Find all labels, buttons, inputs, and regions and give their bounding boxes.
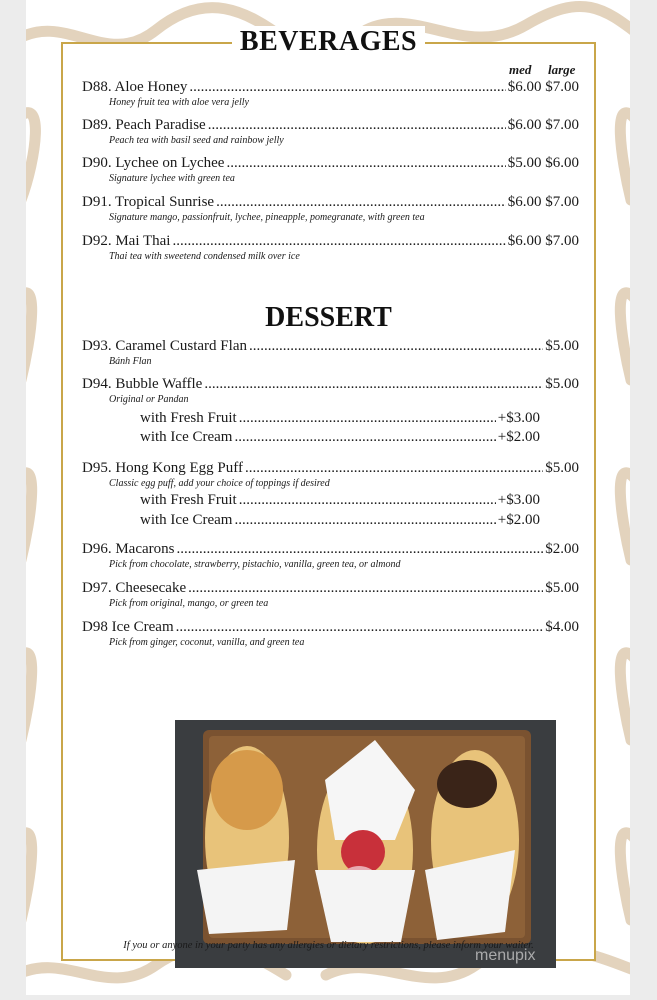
menu-item (82, 618, 579, 650)
menu-text: D93. Caramel Custard Flan (82, 338, 247, 354)
menu-text: +$2.00 (497, 429, 540, 445)
item-description: Honey fruit tea with aloe vera jelly (109, 97, 249, 108)
item-description: Signature lychee with green tea (109, 173, 235, 184)
menu-text: D88. Aloe Honey (82, 79, 188, 95)
menu-text: $4.00 (545, 619, 579, 635)
menu-text: $7.00 (545, 117, 579, 133)
addon-row (140, 409, 540, 427)
menu-text: $5.00 (545, 460, 579, 476)
menu-text: D92. Mai Thai (82, 233, 171, 249)
watermark: menupix (475, 947, 536, 964)
menu-text: with Fresh Fruit (140, 410, 237, 426)
menu-text: $6.00 (507, 117, 542, 133)
menu-text: $5.00 (507, 155, 542, 171)
menu-item (82, 193, 579, 225)
menu-text: $6.00 (507, 233, 542, 249)
menu-text: $5.00 (545, 580, 579, 596)
menu-item (82, 579, 579, 611)
menu-page (26, 0, 630, 995)
dot-leader (216, 193, 506, 211)
menu-text: D97. Cheesecake (82, 580, 187, 596)
dot-leader (188, 579, 543, 597)
dot-leader (234, 511, 495, 529)
menu-text: $2.00 (545, 541, 579, 557)
dot-leader (239, 491, 496, 509)
menu-text: D94. Bubble Waffle (82, 376, 203, 392)
item-description: Pick from chocolate, strawberry, pistachio, vanilla, green tea, or almond (109, 559, 401, 570)
dot-leader (245, 459, 543, 477)
menu-item (82, 375, 579, 407)
menu-text: D96. Macarons (82, 541, 175, 557)
menu-text: $5.00 (545, 376, 579, 392)
dot-leader (239, 409, 496, 427)
menu-text: with Ice Cream (140, 512, 233, 528)
col-large-label: large (548, 62, 576, 77)
dot-leader (176, 540, 543, 558)
dot-leader (226, 154, 505, 172)
dot-leader (208, 116, 506, 134)
menu-text: +$3.00 (497, 492, 540, 508)
menu-text: $7.00 (545, 79, 579, 95)
menu-text: $6.00 (507, 194, 542, 210)
item-description: Peach tea with basil seed and rainbow jelly (109, 135, 284, 146)
item-description: Bánh Flan (109, 356, 152, 367)
menu-text: $6.00 (507, 79, 542, 95)
menu-text: D90. Lychee on Lychee (82, 155, 225, 171)
menu-item (82, 540, 579, 572)
dessert-heading: DESSERT (265, 302, 392, 333)
dot-leader (172, 232, 505, 250)
menu-text: D89. Peach Paradise (82, 117, 206, 133)
dessert-photo (175, 720, 556, 968)
menu-item (82, 154, 579, 186)
menu-text: +$2.00 (497, 512, 540, 528)
item-description: Pick from ginger, coconut, vanilla, and green tea (109, 637, 305, 648)
beverages-heading: BEVERAGES (63, 26, 594, 58)
menu-item (82, 459, 579, 491)
item-description: Original or Pandan (109, 394, 189, 405)
menu-text: with Fresh Fruit (140, 492, 237, 508)
dot-leader (249, 337, 543, 355)
menu-text: $6.00 (545, 155, 579, 171)
item-description: Signature mango, passionfruit, lychee, pineapple, pomegranate, with green tea (109, 212, 425, 223)
item-description: Thai tea with sweetend condensed milk over ice (109, 251, 300, 262)
allergy-note: If you or anyone in your party has any allergies or dietary restrictions, please inform your waiter. (123, 940, 534, 951)
menu-text: with Ice Cream (140, 429, 233, 445)
menu-frame (61, 26, 596, 964)
menu-text: D98 Ice Cream (82, 619, 174, 635)
addon-row (140, 511, 540, 529)
dot-leader (204, 375, 543, 393)
item-description: Classic egg puff, add your choice of toppings if desired (109, 478, 330, 489)
menu-text: $7.00 (545, 233, 579, 249)
dot-leader (234, 428, 495, 446)
dot-leader (176, 618, 544, 636)
item-description: Pick from original, mango, or green tea (109, 598, 269, 609)
menu-item (82, 337, 579, 369)
dot-leader (189, 78, 505, 96)
menu-text: D95. Hong Kong Egg Puff (82, 460, 243, 476)
menu-item (82, 232, 579, 264)
menu-text: $5.00 (545, 338, 579, 354)
addon-row (140, 428, 540, 446)
col-med-label: med (509, 62, 532, 77)
addon-row (140, 491, 540, 509)
menu-text: D91. Tropical Sunrise (82, 194, 215, 210)
menu-text: $7.00 (545, 194, 579, 210)
menu-text: +$3.00 (497, 410, 540, 426)
menu-item (82, 78, 579, 110)
menu-item (82, 116, 579, 148)
